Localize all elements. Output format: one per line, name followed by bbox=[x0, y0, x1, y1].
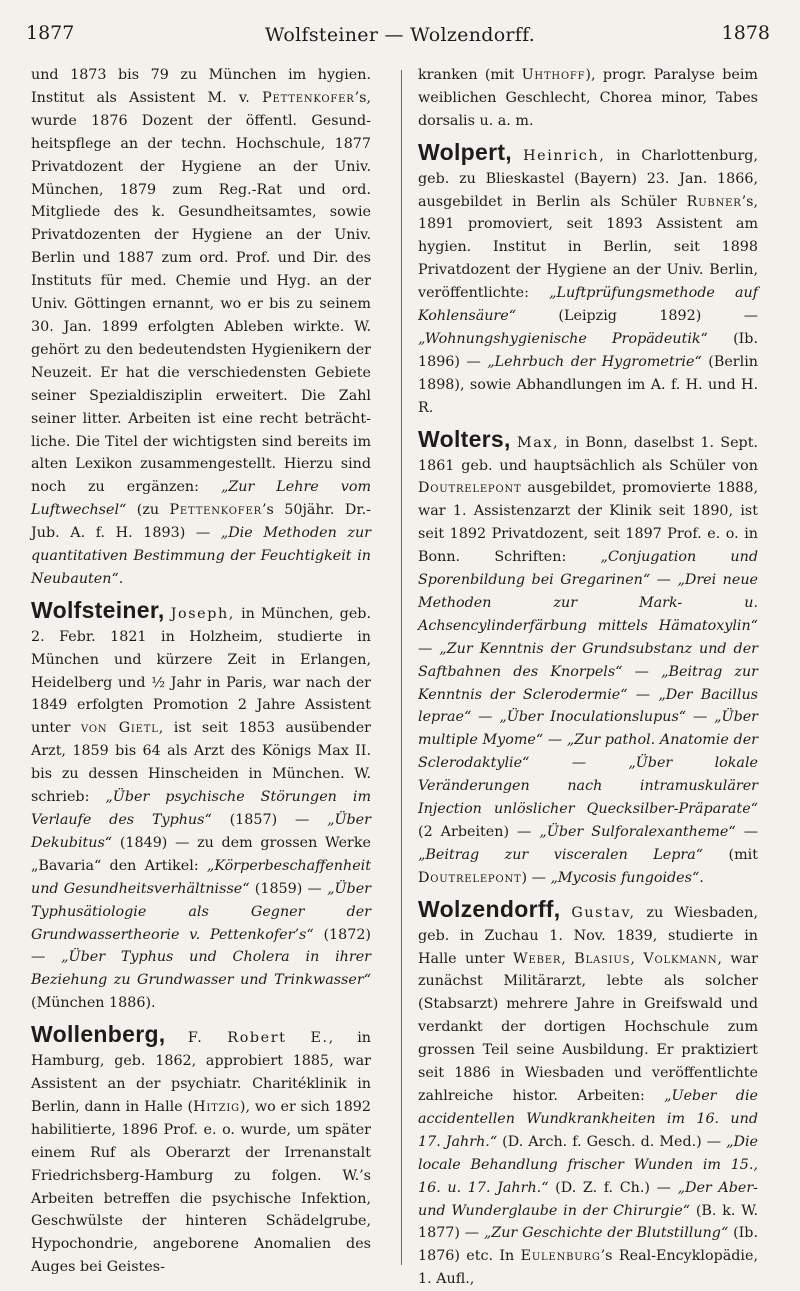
entry-name: Wollenberg, bbox=[31, 1021, 166, 1048]
work-title: „Der Aber- und Wunderglaube in der Chirurgie“ bbox=[418, 1179, 759, 1219]
work-title: „Luftprüfungsmethode auf Kohlensäure“ bbox=[418, 285, 758, 325]
entry-wollenberg: Wollenberg, F. Robert E., in Hamburg, geb. 1862, approbiert 1885, war Assistent an der psychiatr. Charitéklinik in Berlin, dann in Halle (Hitzig), wo er sich 1892 habilitierte, 1896 Prof. e. o. wurde, um später einem Ruf als Oberarzt der Irrenanstalt Friedrichsberg-Hamburg zu folgen. W.’s Arbeiten betreffen die psychische Infektion, Geschwülste der hinteren Schädelgrube, Hypochondrie, angeborene Anomalien des Auges bei Geistes- bbox=[31, 1021, 372, 1276]
work-title: „Die Methoden zur quantitativen Bestimmung der Feuchtigkeit in Neubauten“ bbox=[31, 525, 371, 587]
entry-wolfsteiner: Wolfsteiner, Joseph, in München, geb. 2. Febr. 1821 in Holzheim, studierte in München und kürzere Zeit in Erlangen, Heidelberg und ½ Jahr in Paris, war nach der 1849 erfolgten Promotion 2 Jahre Assistent unter von Gietl, ist seit 1853 ausübender Arzt, 1859 bis 64 als Arzt des Königs Max II. bis zu dessen Hinscheiden in München. W. schrieb: „Über psychische Störungen im Verlaufe des Typhus“ (1857) — „Über Dekubitus“ (1849) — zu dem grossen Werke „Bavaria“ den Artikel: „Körperbeschaffenheit und Gesundheitsverhältnisse“ (1859) — „Über Typhusätiologie als Gegner der Grundwassertheorie v. Pettenkofer’s“ (1872) — „Über Typhus und Cholera in ihrer Beziehung zu Grundwasser und Trinkwasser“ (München 1886). bbox=[31, 596, 372, 1012]
page-header bbox=[0, 0, 800, 62]
work-title: „Der Bacillus leprae“ bbox=[418, 686, 758, 726]
work-title: „Über Sulforalexantheme“ bbox=[539, 824, 736, 840]
work-title: „Über psychische Störungen im Verlaufe des Typhus“ bbox=[31, 789, 371, 828]
right-column-number: 1878 bbox=[721, 22, 770, 44]
entry-name: Wolzendorff, bbox=[418, 895, 561, 922]
work-title: „Beitrag zur Kenntnis der Sclerodermie“ bbox=[418, 663, 758, 703]
entry-given-name: Heinrich, bbox=[523, 147, 606, 164]
entry-continuation-right: kranken (mit Uhthoff), progr. Paralyse beim weiblichen Geschlecht, Chorea minor, Tabes dorsalis u. a. m. bbox=[418, 67, 758, 129]
entry-wolzendorff: Wolzendorff, Gustav, zu Wiesbaden, geb. in Zuchau 1. Nov. 1839, studierte in Halle unter Weber, Blasius, Volkmann, war zunächst Militärarzt, lebte als solcher (Stabsarzt) mehrere Jahre in Greifswald und verdankt der dortigen Hochschule zum grossen Teil seine Ausbildung. Er praktiziert seit 1886 in Wiesbaden und veröffentlichte zahlreiche histor. Arbeiten: „Ueber die accidentellen Wundkrankheiten im 16. und 17. Jahrh.“ (D. Arch. f. Gesch. d. Med.) — „Die locale Behandlung frischer Wunden im 15., 16. u. 17. Jahrh.“ (D. Z. f. Ch.) — „Der Aber- und Wunderglaube in der Chirurgie“ (B. k. W. 1877) — „Zur Geschichte der Blutstillung“ (Ib. 1876) etc. In Eulenburg’s Real-Encyklopädie, 1. Aufl., bbox=[418, 895, 759, 1288]
work-title: „Über multiple Myome“ bbox=[418, 709, 759, 749]
entry-wolpert: Wolpert, Heinrich, in Charlottenburg, geb. zu Blieskastel (Bayern) 23. Jan. 1866, ausgebildet in Berlin als Schüler Rubner’s, 1891 promoviert, seit 1893 Assistent am hygien. Institut in Berlin, seit 1898 Privatdozent der Hygiene an der Univ. Berlin, veröffentlichte: „Luftprüfungsmethode auf Kohlensäure“ (Leipzig 1892) — „Wohnungshygienische Propädeutik“ (Ib. 1896) — „Lehrbuch der Hygrometrie“ (Berlin 1898), sowie Abhandlungen im A. f. H. und H. R. bbox=[418, 138, 758, 416]
left-column bbox=[31, 64, 371, 1279]
work-title: „Zur Geschichte der Blutstillung“ bbox=[483, 1225, 729, 1242]
entry-continuation-left: und 1873 bis 79 zu München im hygien. Institut als Assistent M. v. Pettenkofer’s, wurde 1876 Dozent der öffentl. Gesundheitspflege an der techn. Hochschule, 1877 Privatdozent der Hygiene an der Univ. München, 1879 zum Reg.-Rat und ord. Mitgliede des k. Gesundheitsamtes, sowie Privatdozenten der Hygiene an der Univ. Berlin und 1887 zum ord. Prof. und Dir. des Instituts für med. Chemie und Hyg. an der Univ. Göttingen ernannt, wo er bis zu seinem 30. Jan. 1899 erfolgten Ableben wirkte. W. gehört zu den bedeutendsten Hygienikern der Neuzeit. Er hat die verschiedensten Gebiete seiner Spezialdisziplin erweitert. Die Zahl seiner litter. Arbeiten ist eine recht beträchtliche. Die Titel der wichtigsten sind bereits im alten Lexikon zusammengestellt. Hierzu sind noch zu ergänzen: „Zur Lehre vom Luftwechsel“ (zu Pettenkofer’s 50jähr. Dr.-Jub. A. f. H. 1893) — „Die Methoden zur quantitativen Bestimmung der Feuchtigkeit in Neubauten“. bbox=[31, 67, 371, 587]
work-title: „Über Inoculationslupus“ bbox=[499, 709, 687, 726]
work-title: „Über Dekubitus“ bbox=[31, 812, 371, 851]
right-column bbox=[418, 64, 758, 1291]
entry-given-name: Max, bbox=[517, 434, 560, 451]
work-title: „Wohnungshygienische Propädeutik“ bbox=[418, 330, 708, 347]
column-divider bbox=[401, 70, 402, 1265]
work-title: „Körperbeschaffenheit und Gesundheitsverhältnisse“ bbox=[31, 857, 371, 897]
work-title: „Drei neue Methoden zur Mark- u. Achsencylinderfärbung mittels Hämatoxylin“ bbox=[418, 572, 759, 634]
entry-given-name: F. Robert E., bbox=[187, 1030, 335, 1047]
entry-given-name: Joseph, bbox=[170, 605, 235, 622]
work-title: „Über Typhus und Cholera in ihrer Beziehung zu Grundwasser und Trinkwasser“ bbox=[31, 949, 372, 989]
work-title: „Ueber die accidentellen Wundkrankheiten im 16. und 17. Jahrh.“ bbox=[418, 1087, 758, 1150]
work-title: „Beitrag zur visceralen Lepra“ bbox=[418, 846, 704, 863]
entry-name: Wolfsteiner, bbox=[31, 596, 165, 623]
work-title: „Zur Lehre vom Luftwechsel“ bbox=[31, 479, 371, 519]
work-title: „Die locale Behandlung frischer Wunden im 15., 16. u. 17. Jahrh.“ bbox=[418, 1133, 758, 1196]
entry-wolters: Wolters, Max, in Bonn, daselbst 1. Sept. 1861 geb. und hauptsächlich als Schüler von Doutrelepont ausgebildet, promovierte 1888, war 1. Assistenzarzt der Klinik seit 1890, ist seit 1892 Privatdozent, seit 1897 Prof. e. o. in Bonn. Schriften: „Conjugation und Sporenbildung bei Gregarinen“ — „Drei neue Methoden zur Mark- u. Achsencylinderfärbung mittels Hämatoxylin“ — „Zur Kenntnis der Grundsubstanz und der Saftbahnen des Knorpels“ — „Beitrag zur Kenntnis der Sclerodermie“ — „Der Bacillus leprae“ — „Über Inoculationslupus“ — „Über multiple Myome“ — „Zur pathol. Anatomie der Sclerodaktylie“ — „Über lokale Veränderungen nach intramuskulärer Injection unlöslicher Quecksilber-Präparate“ (2 Arbeiten) — „Über Sulforalexantheme“ — „Beitrag zur visceralen Lepra“ (mit Doutrelepont) — „Mycosis fungoides“. bbox=[418, 425, 759, 886]
entry-name: Wolters, bbox=[418, 425, 511, 452]
work-title: „Mycosis fungoides“ bbox=[550, 869, 700, 886]
work-title: „Conjugation und Sporenbildung bei Gregarinen“ bbox=[418, 549, 758, 589]
work-title: „Lehrbuch der Hygrometrie“ bbox=[487, 353, 702, 370]
work-title: „Über Typhusätiologie als Gegner der Grundwassertheorie v. Pettenkofer’s“ bbox=[31, 880, 371, 943]
work-title: „Über lokale Veränderungen nach intramuskulärer Injection unlöslicher Quecksilber-Präparate“ bbox=[418, 755, 758, 818]
entry-given-name: Gustav, bbox=[571, 904, 636, 921]
running-title: Wolfsteiner — Wolzendorff. bbox=[264, 24, 536, 46]
work-title: „Zur pathol. Anatomie der Sclerodaktylie“ bbox=[418, 732, 758, 772]
entry-name: Wolpert, bbox=[418, 138, 512, 165]
left-column-number: 1877 bbox=[26, 22, 75, 44]
work-title: „Zur Kenntnis der Grundsubstanz und der Saftbahnen des Knorpels“ bbox=[418, 640, 759, 680]
